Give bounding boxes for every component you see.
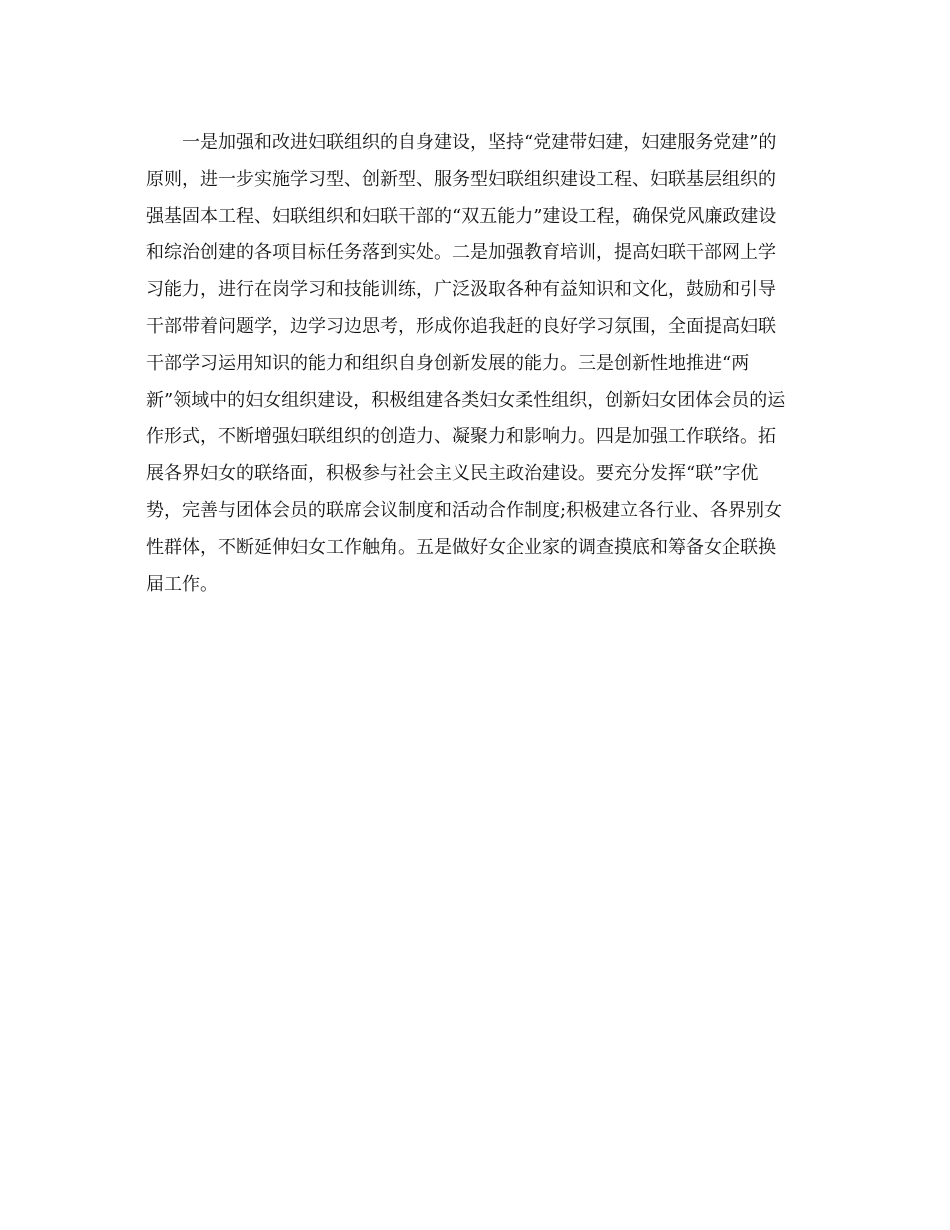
paragraph-line: 干部学习运用知识的能力和组织自身创新发展的能力。三是创新性地推进“两 [146,352,750,374]
paragraph-line: 干部带着问题学，边学习边思考，形成你追我赶的良好学习氛围，全面提高妇联 [146,315,776,337]
paragraph-line: 新”领域中的妇女组织建设，积极组建各类妇女柔性组织，创新妇女团体会员的运 [146,389,786,411]
paragraph-line: 展各界妇女的联络面，积极参与社会主义民主政治建设。要充分发挥“联”字优 [146,463,759,485]
paragraph-line: 原则，进一步实施学习型、创新型、服务型妇联组织建设工程、妇联基层组织的 [146,168,776,190]
paragraph-line: 作形式，不断增强妇联组织的创造力、凝聚力和影响力。四是加强工作联络。拓 [146,426,776,448]
paragraph-line: 和综治创建的各项目标任务落到实处。二是加强教育培训，提高妇联干部网上学 [146,242,776,264]
paragraph-line: 势，完善与团体会员的联席会议制度和活动合作制度;积极建立各行业、各界别女 [146,499,783,521]
paragraph-line: 性群体，不断延伸妇女工作触角。五是做好女企业家的调查摸底和筹备女企联换 [146,536,776,558]
body-paragraph [146,129,816,607]
paragraph-line: 届工作。 [146,573,218,595]
paragraph-line: 习能力，进行在岗学习和技能训练，广泛汲取各种有益知识和文化，鼓励和引导 [146,279,776,301]
paragraph-line: 强基固本工程、妇联组织和妇联干部的“双五能力”建设工程，确保党风廉政建设 [146,205,777,227]
paragraph-line: 一是加强和改进妇联组织的自身建设，坚持“党建带妇建，妇建服务党建”的 [182,132,777,153]
